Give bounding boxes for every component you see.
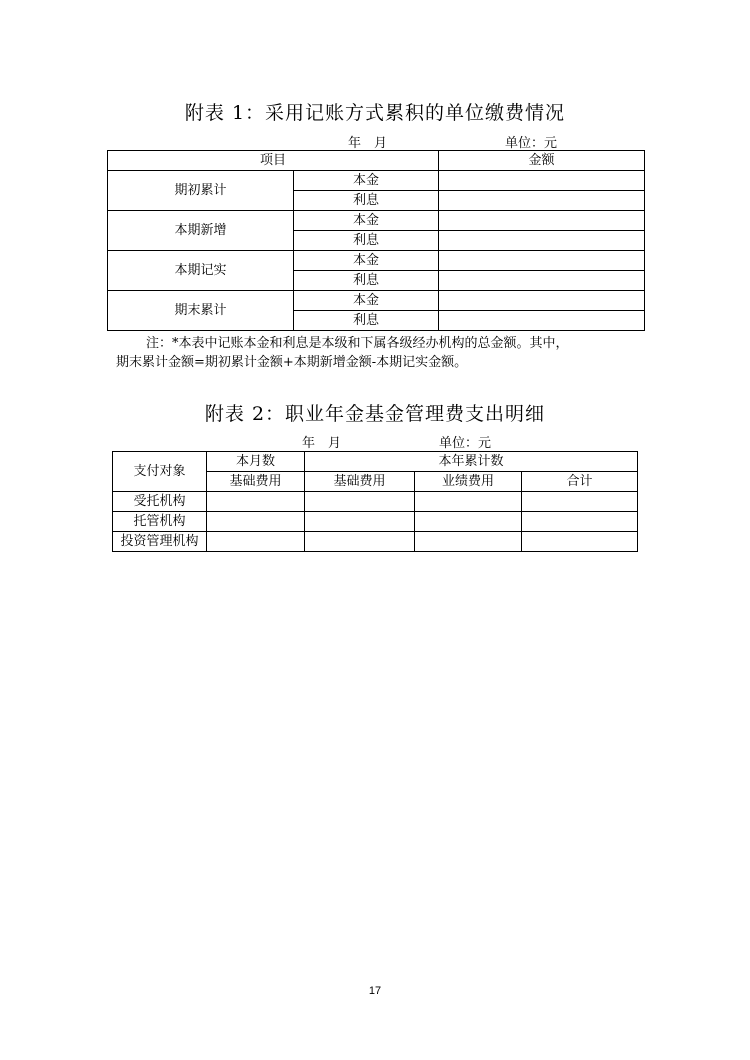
table1-title: 附表 1：采用记账方式累积的单位缴费情况 xyxy=(184,102,566,124)
table2-row-label: 投资管理机构 xyxy=(113,532,207,552)
table2-title: 附表 2：职业年金基金管理费支出明细 xyxy=(204,403,546,425)
table2-cell xyxy=(415,492,522,512)
table1-amount-cell xyxy=(439,271,645,291)
table2-header-month: 本月数 xyxy=(207,452,305,472)
table1-amount-cell xyxy=(439,291,645,311)
table2-header-total: 合计 xyxy=(522,472,638,492)
table1-group-label: 期初累计 xyxy=(108,171,294,211)
table1-group-label: 本期记实 xyxy=(108,251,294,291)
table2-cell xyxy=(522,512,638,532)
table1-sub-label: 利息 xyxy=(294,311,439,331)
table2-cell xyxy=(305,492,415,512)
table2-cell xyxy=(207,492,305,512)
table2-row-label: 托管机构 xyxy=(113,512,207,532)
table1-sub-label: 本金 xyxy=(294,171,439,191)
table1-group-label: 期末累计 xyxy=(108,291,294,331)
table2-cell xyxy=(305,532,415,552)
table2 xyxy=(112,451,638,552)
table1-note-line2: 期末累计金额=期初累计金额+本期新增金额-本期记实金额。 xyxy=(116,355,468,370)
table1-group-label: 本期新增 xyxy=(108,211,294,251)
table-row xyxy=(108,291,645,311)
table-row xyxy=(113,512,638,532)
table2-cell xyxy=(415,532,522,552)
table1-header-row xyxy=(108,151,645,171)
table1-sub-label: 本金 xyxy=(294,211,439,231)
table1-note-line1: 注：*本表中记账本金和利息是本级和下属各级经办机构的总金额。其中， xyxy=(146,336,569,351)
table1 xyxy=(107,150,645,331)
table1-unit: 单位：元 xyxy=(505,136,558,151)
table2-cell xyxy=(522,532,638,552)
table2-cell xyxy=(207,532,305,552)
table2-cell xyxy=(415,512,522,532)
table1-header-item: 项目 xyxy=(108,151,439,171)
table-row xyxy=(108,171,645,191)
table1-amount-cell xyxy=(439,191,645,211)
page-number: 17 xyxy=(368,985,382,997)
table1-sub-label: 利息 xyxy=(294,191,439,211)
table1-sub-label: 本金 xyxy=(294,251,439,271)
table2-header-row xyxy=(113,452,638,472)
table1-amount-cell xyxy=(439,311,645,331)
table1-year-month: 年 月 xyxy=(348,136,388,151)
table2-unit: 单位：元 xyxy=(439,436,492,451)
table-row xyxy=(108,251,645,271)
table1-sub-label: 利息 xyxy=(294,271,439,291)
table1-sub-label: 本金 xyxy=(294,291,439,311)
table1-amount-cell xyxy=(439,251,645,271)
table-row xyxy=(113,532,638,552)
table2-cell xyxy=(207,512,305,532)
table1-amount-cell xyxy=(439,231,645,251)
table1-amount-cell xyxy=(439,211,645,231)
table2-header-perf-fee: 业绩费用 xyxy=(415,472,522,492)
table2-header-payee: 支付对象 xyxy=(113,452,207,492)
table2-header-year: 本年累计数 xyxy=(305,452,638,472)
table-row xyxy=(108,211,645,231)
table2-year-month: 年 月 xyxy=(302,436,342,451)
table2-row-label: 受托机构 xyxy=(113,492,207,512)
table1-header-amount: 金额 xyxy=(439,151,645,171)
table-row xyxy=(113,492,638,512)
table2-cell xyxy=(522,492,638,512)
table2-cell xyxy=(305,512,415,532)
table1-sub-label: 利息 xyxy=(294,231,439,251)
table2-header-basic-fee-year: 基础费用 xyxy=(305,472,415,492)
table2-header-basic-fee: 基础费用 xyxy=(207,472,305,492)
table1-amount-cell xyxy=(439,171,645,191)
